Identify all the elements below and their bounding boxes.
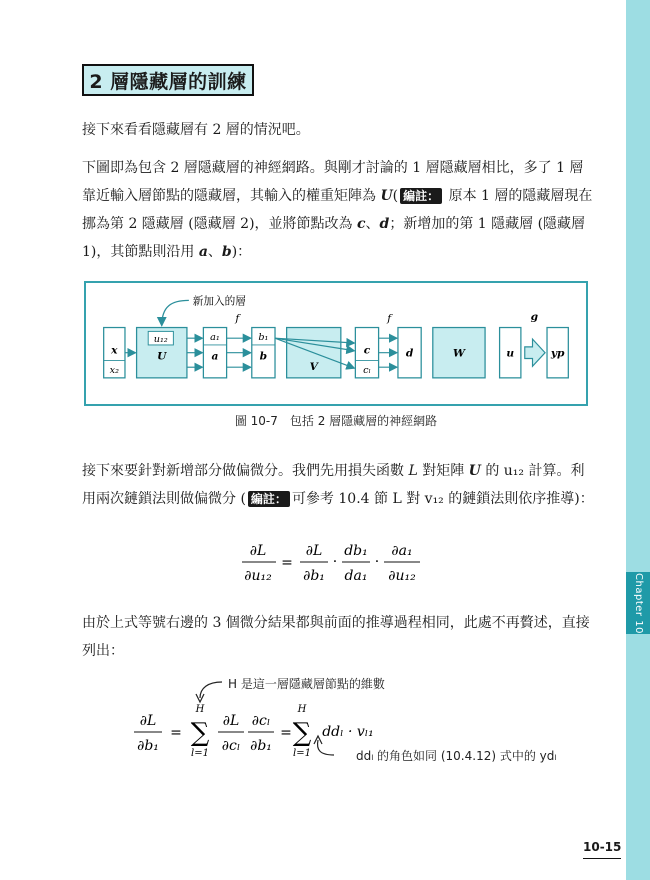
text-run: 對矩陣 (417, 463, 469, 479)
eq2-sum-lower: l=1 (191, 748, 209, 759)
new-layer-label: 新加入的層 (192, 294, 246, 308)
matrix-W-label: W (452, 346, 465, 360)
node-u-label: u (506, 346, 515, 360)
node-cl-label: cₗ (363, 365, 371, 377)
page-number: 10-15 (583, 840, 622, 854)
math-var: U (380, 188, 393, 204)
matrix-V-label: V (309, 360, 318, 374)
eq2-rhs: ddₗ · vₗ₁ (322, 724, 374, 740)
chapter-side-strip (626, 0, 650, 880)
eq2-t2-den: ∂b₁ (250, 738, 272, 754)
chapter-tab (626, 572, 650, 634)
node-b1-label: b₁ (258, 332, 269, 344)
node-u12-label: u₁₂ (153, 334, 168, 346)
func-f1-label: f (235, 311, 240, 325)
eq2-t1-den: ∂cₗ (221, 738, 241, 754)
text-run: 接下來要針對新增部分做偏微分。我們先用損失函數 (82, 463, 409, 479)
node-a1-label: a₁ (210, 332, 220, 344)
text-run: 下圖即為包含 2 層隱藏層的神經網路。與剛才討論的 1 層隱藏層相比，多了 1 層靠近輸入層節點的隱藏層，其輸入的權重矩陣為 (82, 160, 584, 204)
math-var: b (221, 244, 232, 260)
paragraph-conclusion: 由於上式等號右邊的 3 個微分結果都與前面的推導過程相同，此處不再贅述，直接列出： (82, 615, 590, 659)
eq1-lhs-den: ∂u₁₂ (244, 568, 272, 584)
math-var: a (198, 244, 208, 260)
eq2-sum-upper: H (195, 704, 205, 715)
eq1-dot1: · (332, 554, 338, 570)
annotation-h: H 是這一層隱藏層節點的維數 (228, 677, 385, 691)
math-var: U (468, 463, 481, 479)
editor-note-tag: 編註： (248, 491, 290, 507)
eq2-equals2: = (280, 725, 292, 741)
editor-note-tag: 編註： (400, 188, 442, 204)
text-run: ；新增加的第 1 隱藏層 (隱藏層 1)，其節點則沿用 (82, 216, 586, 260)
eq1-equals: = (281, 555, 293, 571)
paragraph-network-description: 下圖即為包含 2 層隱藏層的神經網路。與剛才討論的 1 層隱藏層相比，多了 1 層靠近輸入層節點的隱藏層，其輸入的權重矩陣為 U( 編註： 原本 1 層的隱藏層現在挪為第 2 隱藏層 (隱藏層 2)，並將節點改為 c、d；新增加的第 1 隱藏層 (隱藏層 1)，其節點則沿用 a、b)： (82, 160, 593, 260)
eq1-t3-num: ∂a₁ (391, 543, 413, 559)
eq2-sum2-lower: l=1 (293, 748, 311, 759)
eq1-t2-den: da₁ (344, 568, 368, 584)
annotation-dd: ddₗ 的角色如同 (10.4.12) 式中的 ydₗ (356, 749, 557, 763)
math-var: d (379, 216, 390, 232)
math-var: L (408, 463, 418, 479)
section-title: 2 層隱藏層的訓練 (82, 64, 254, 96)
text-run: 可參考 10.4 節 L 對 v₁₂ 的鏈鎖法則依序推導)： (291, 491, 594, 507)
eq1-t3-den: ∂u₁₂ (388, 568, 416, 584)
func-f2-label: f (387, 311, 392, 325)
new-layer-arrow (162, 300, 189, 325)
text-run: 的 u₁₂ 計算。利用兩次鏈鎖法則做偏微分 ( (82, 463, 585, 507)
chapter-label: Chapter 10 (632, 572, 644, 634)
math-var: c (357, 216, 366, 232)
eq1-t2-num: db₁ (344, 543, 368, 559)
eq2-sigma1: ∑ (190, 718, 210, 748)
eq1-t1-num: ∂L (305, 543, 323, 559)
eq2-sum2-upper: H (297, 704, 307, 715)
matrix-U-label: U (157, 349, 167, 363)
eq2-lhs-num: ∂L (139, 713, 157, 729)
figure-caption: 圖 10-7 包括 2 層隱藏層的神經網路 (234, 414, 438, 428)
node-x-label: x (111, 343, 118, 357)
eq2-t1-num: ∂L (222, 713, 240, 729)
node-b-label: b (259, 349, 268, 363)
eq2-sigma2: ∑ (292, 718, 312, 748)
node-x2-label: x₂ (109, 365, 119, 377)
node-d-label: d (405, 346, 414, 360)
func-g-label: g (530, 309, 539, 323)
node-c-label: c (363, 343, 371, 357)
paragraph-partial-derivative (82, 457, 594, 513)
eq1-lhs-num: ∂L (249, 543, 267, 559)
eq1-t1-den: ∂b₁ (303, 568, 325, 584)
eq1-dot2: · (374, 554, 380, 570)
text-run: 、 (365, 216, 380, 232)
text-run: 、 (207, 244, 222, 260)
page-number-underline (583, 858, 621, 859)
text-run: )： (231, 244, 252, 260)
equation-chain-rule (240, 535, 430, 590)
paragraph-intro: 接下來看看隱藏層有 2 層的情況吧。 (82, 122, 310, 138)
text-run: 原本 1 層的隱藏層現在挪為第 2 隱藏層 (隱藏層 2)，並將節點改為 (82, 188, 593, 232)
eq2-equals1: = (170, 725, 182, 741)
node-a-label: a (211, 349, 219, 363)
node-yp-label: yp (550, 346, 565, 360)
dd-note-arrow (318, 740, 334, 755)
eq2-lhs-den: ∂b₁ (137, 738, 159, 754)
eq2-t2-num: ∂cₗ (251, 713, 271, 729)
network-diagram (84, 281, 588, 406)
softmax-arrow-icon (525, 339, 545, 366)
